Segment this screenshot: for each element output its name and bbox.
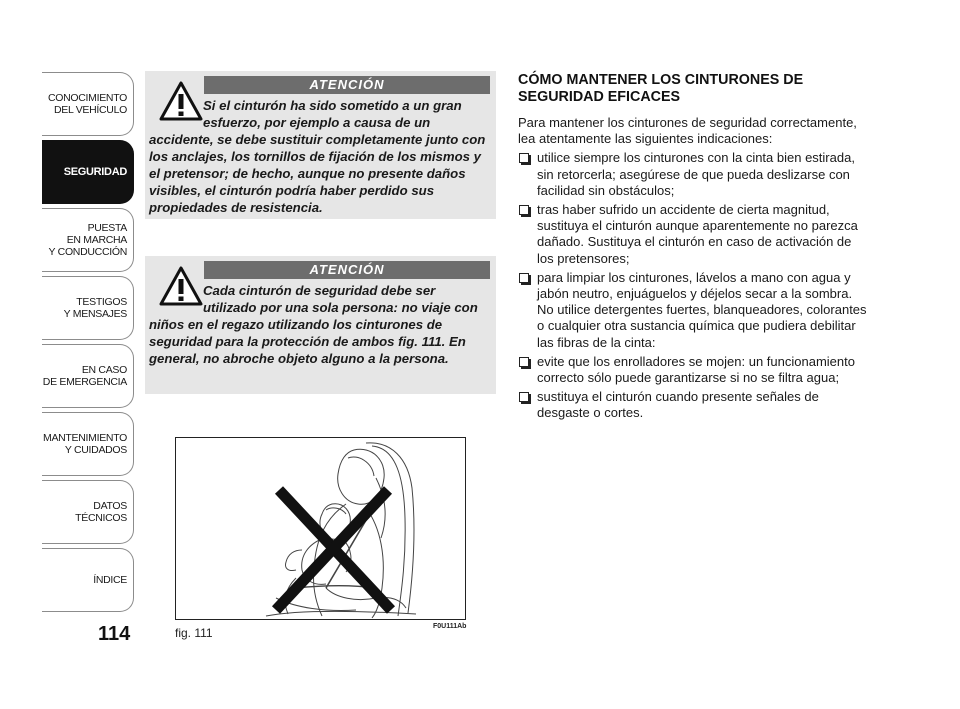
figure-caption: fig. 111 xyxy=(175,626,213,640)
warning-box-2 xyxy=(145,256,496,394)
tab-puesta-en-marcha[interactable] xyxy=(42,208,134,272)
warning-heading: ATENCIÓN xyxy=(204,76,490,94)
list-item: para limpiar los cinturones, lávelos a mano con agua y jabón neutro, enjuáguelos y déjelos secar a la sombra. No utilice detergentes fuertes, blanqueadores, colorantes o cualquier otra sustancia química que pudiera debilitar las fibras de la cinta: xyxy=(518,270,868,351)
tab-indice[interactable] xyxy=(42,548,134,612)
list-item: tras haber sufrido un accidente de cierta magnitud, sustituya el cinturón aunque aparentemente no parezca dañado. Sustituya el cinturón en caso de activación de los pretensores; xyxy=(518,202,868,267)
tab-label: ÍNDICE xyxy=(93,574,127,586)
tab-label: CONOCIMIENTO DEL VEHÍCULO xyxy=(47,92,127,116)
warning-text: Si el cinturón ha sido sometido a un gran esfuerzo, por ejemplo a causa de un accidente, se debe sustituir completamente junto con los anclajes, los tornillos de fijación de los mismos y el pretensor; de hecho, aunque no presente daños visibles, el cinturón podría haber perdido sus propiedades de resistencia. xyxy=(149,98,486,215)
tab-label: MANTENIMIENTO Y CUIDADOS xyxy=(43,432,127,456)
tab-conocimiento[interactable] xyxy=(42,72,134,136)
warning-heading: ATENCIÓN xyxy=(204,261,490,279)
maintenance-section xyxy=(518,72,868,422)
tab-label: EN CASO DE EMERGENCIA xyxy=(42,364,127,388)
tab-label: TESTIGOS Y MENSAJES xyxy=(63,296,127,320)
tab-datos-tecnicos[interactable] xyxy=(42,480,134,544)
page-number: 114 xyxy=(98,623,131,645)
checkbox-bullet-icon xyxy=(519,273,529,283)
tab-label: DATOS TÉCNICOS xyxy=(75,500,127,524)
figure-111 xyxy=(175,437,466,620)
warning-text: Cada cinturón de seguridad debe ser utilizado por una sola persona: no viaje con niños en el regazo utilizando los cinturones de seguridad para la protección de ambos fig. 111. En general, no abroche objeto alguno a la persona. xyxy=(149,283,478,366)
checkbox-bullet-icon xyxy=(519,153,529,163)
figure-code: F0U111Ab xyxy=(433,623,467,630)
tab-label: SEGURIDAD xyxy=(63,166,127,178)
list-item: utilice siempre los cinturones con la cinta bien estirada, sin retorcerla; asegúrese de que pueda deslizarse con facilidad sin obstáculos; xyxy=(518,150,868,199)
section-title: CÓMO MANTENER LOS CINTURONES DE SEGURIDAD EFICACES xyxy=(518,72,804,105)
checkbox-bullet-icon xyxy=(519,392,529,402)
chapter-tabs xyxy=(42,72,134,616)
tab-testigos[interactable] xyxy=(42,276,134,340)
checkbox-bullet-icon xyxy=(519,357,529,367)
checkbox-bullet-icon xyxy=(519,205,529,215)
warning-box-1 xyxy=(145,71,496,219)
tab-emergencia[interactable] xyxy=(42,344,134,408)
tab-seguridad[interactable] xyxy=(42,140,134,204)
tab-label: PUESTA EN MARCHA Y CONDUCCIÓN xyxy=(48,222,127,258)
list-item: evite que los enrolladores se mojen: un funcionamiento correcto sólo puede garantizarse si no se filtra agua; xyxy=(518,354,868,386)
instruction-list xyxy=(518,150,868,421)
tab-mantenimiento[interactable] xyxy=(42,412,134,476)
list-item: sustituya el cinturón cuando presente señales de desgaste o cortes. xyxy=(518,389,868,421)
section-intro: Para mantener los cinturones de seguridad correctamente, lea atentamente las siguientes indicaciones: xyxy=(518,115,857,147)
illustration-adult-with-child-on-lap xyxy=(176,438,465,619)
